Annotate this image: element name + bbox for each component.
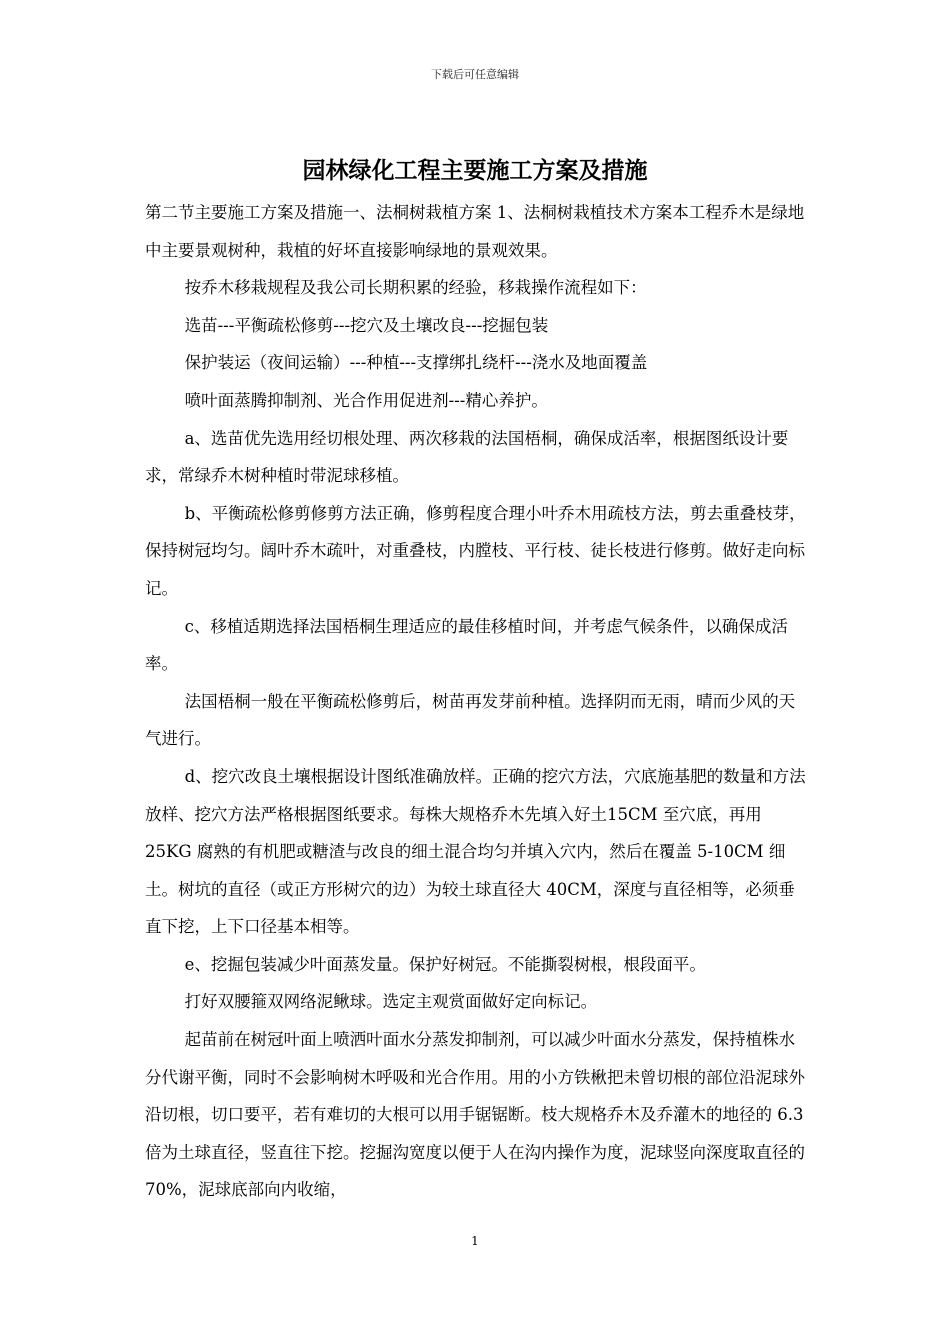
paragraph: 打好双腰箍双网络泥鳅球。选定主观赏面做好定向标记。 [184,992,598,1012]
paragraph: 起苗前在树冠叶面上喷洒叶面水分蒸发抑制剂，可以减少叶面水分蒸发，保持植株水分代谢平衡，同时不会影响树木呼吸和光合作用。用的小方铁楸把未曾切根的部位沿泥球外沿切根，切口要平，若有难切的大根可以用手锯锯断。枝大规格乔木及乔灌木的地径的 6.3 倍为土球直径，竖直往下挖。挖掘沟宽度以便于人在沟内操作为度，泥球竖向深度取直径的 70%，泥球底部向内收缩， [145,1030,805,1200]
paragraph: 保护装运（夜间运输）---种植---支撑绑扎绕杆---浇水及地面覆盖 [184,353,648,373]
paragraph: d、挖穴改良土壤根据设计图纸准确放样。正确的挖穴方法，穴底施基肥的数量和方法放样、挖穴方法严格根据图纸要求。每株大规格乔木先填入好土15CM 至穴底，再用 25KG 腐熟的有机肥或糖渣与改良的细土混合均匀并填入穴内，然后在覆盖 5-10CM 细土。树坑的直径（或正方形树穴的边）为较土球直径大 40CM，深度与直径相等，必须垂直下挖，上下口径基本相等。 [145,766,806,937]
paragraph: c、移植适期选择法国梧桐生理适应的最佳移植时间，并考虑气候条件，以确保成活率。 [145,616,788,674]
paragraph: a、选苗优先选用经切根处理、两次移栽的法国梧桐，确保成活率，根据图纸设计要求，常绿乔木树种植时带泥球移植。 [145,428,789,486]
paragraph: 选苗---平衡疏松修剪---挖穴及土壤改良---挖掘包装 [184,315,549,335]
page-number: 1 [471,1234,479,1248]
header-note: 下载后可任意编辑 [431,68,519,81]
paragraph: e、挖掘包装减少叶面蒸发量。保护好树冠。不能撕裂树根，根段面平。 [184,954,706,974]
paragraph: 按乔木移栽规程及我公司长期积累的经验，移栽操作流程如下： [184,278,647,298]
paragraph: 第二节主要施工方案及措施一、法桐树栽植方案 1、法桐树栽植技术方案本工程乔木是绿地中主要景观树种，栽植的好坏直接影响绿地的景观效果。 [145,203,805,260]
document-title: 园林绿化工程主要施工方案及措施 [302,157,648,184]
paragraph: b、平衡疏松修剪修剪方法正确，修剪程度合理小叶乔木用疏枝方法，剪去重叠枝芽，保持树冠均匀。阔叶乔木疏叶，对重叠枝，内膛枝、平行枝、徒长枝进行修剪。做好走向标记。 [145,503,806,598]
paragraph: 喷叶面蒸腾抑制剂、光合作用促进剂---精心养护。 [184,390,548,410]
document-body [145,194,810,1209]
paragraph: 法国梧桐一般在平衡疏松修剪后，树苗再发芽前种植。选择阴而无雨，晴而少风的天气进行。 [145,691,796,749]
